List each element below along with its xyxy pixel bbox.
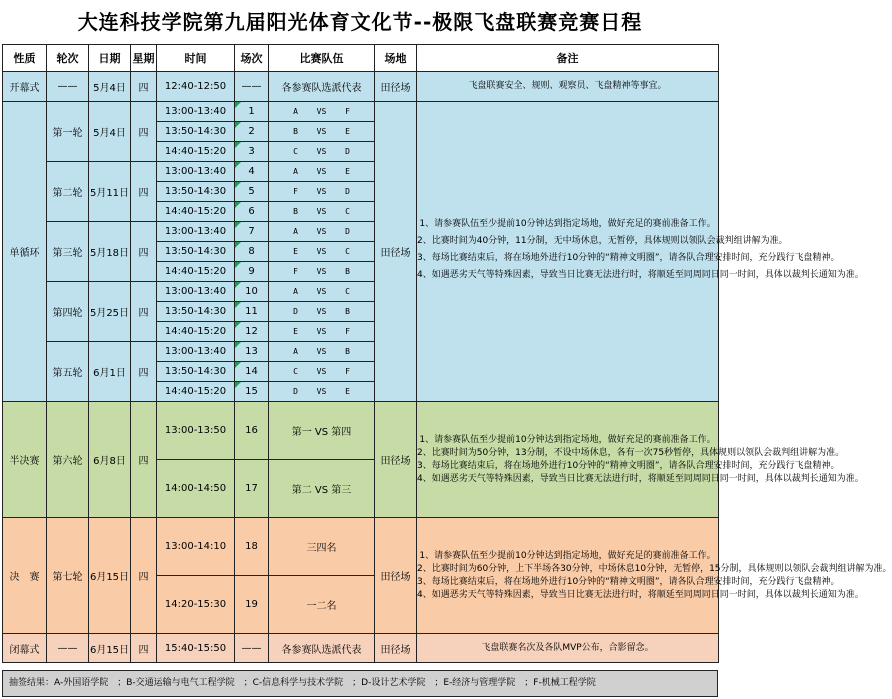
teams-cell: 各参赛队选派代表 — [269, 634, 375, 663]
round-cell: 第七轮 — [47, 518, 89, 634]
game-cell: 5 — [235, 182, 269, 202]
teams-cell — [269, 342, 375, 362]
date-cell: 6月8日 — [89, 402, 131, 518]
game-cell: 4 — [235, 162, 269, 182]
game-cell: 6 — [235, 202, 269, 222]
game-cell: 10 — [235, 282, 269, 302]
team-code: F — [345, 107, 350, 116]
time-cell: 13:50-14:30 — [157, 122, 235, 142]
time-cell: 12:40-12:50 — [157, 72, 235, 102]
team-code: B — [345, 307, 350, 316]
note-line: 1、请参赛队伍至少提前10分钟达到指定场地，做好充足的赛前准备工作。 — [419, 434, 716, 445]
type-cell: 开幕式 — [3, 72, 47, 102]
time-cell: 13:50-14:30 — [157, 182, 235, 202]
team-code: E — [293, 327, 298, 336]
weekday-cell: 四 — [131, 282, 157, 342]
notes-cell — [417, 518, 892, 634]
versus-label: VS — [316, 287, 327, 296]
round-cell: 第五轮 — [47, 342, 89, 402]
teams-cell — [269, 382, 375, 402]
versus-label: VS — [316, 167, 327, 176]
header-round: 轮次 — [47, 45, 89, 72]
versus-label: VS — [316, 187, 327, 196]
team-code: B — [293, 207, 298, 216]
date-cell: 5月4日 — [89, 102, 131, 162]
weekday-cell: 四 — [131, 222, 157, 282]
team-code: D — [345, 227, 350, 236]
header-game: 场次 — [235, 45, 269, 72]
game-cell: 13 — [235, 342, 269, 362]
game-cell: —— — [235, 72, 269, 102]
time-cell: 14:40-15:20 — [157, 322, 235, 342]
time-cell: 13:00-13:50 — [157, 402, 235, 460]
team-code: D — [345, 187, 350, 196]
round-cell: 第四轮 — [47, 282, 89, 342]
type-cell: 单循环 — [3, 102, 47, 402]
game-cell: 14 — [235, 362, 269, 382]
type-cell: 半决赛 — [3, 402, 47, 518]
weekday-cell: 四 — [131, 102, 157, 162]
versus-label: VS — [316, 267, 327, 276]
teams-cell: 第二 VS 第三 — [269, 460, 375, 518]
game-cell: 9 — [235, 262, 269, 282]
teams-cell — [269, 362, 375, 382]
date-cell: 5月25日 — [89, 282, 131, 342]
team-code: C — [345, 247, 350, 256]
time-cell: 13:50-14:30 — [157, 362, 235, 382]
notes-cell: 飞盘联赛安全、规则、观察员、飞盘精神等事宜。 — [417, 72, 719, 102]
weekday-cell: 四 — [131, 402, 157, 518]
time-cell: 13:00-14:10 — [157, 518, 235, 576]
weekday-cell: 四 — [131, 634, 157, 663]
team-code: C — [345, 287, 350, 296]
game-cell: 1 — [235, 102, 269, 122]
header-teams: 比赛队伍 — [269, 45, 375, 72]
team-code: E — [345, 387, 350, 396]
teams-cell: 三四名 — [269, 518, 375, 576]
game-cell: 2 — [235, 122, 269, 142]
round-cell: —— — [47, 634, 89, 663]
team-code: F — [293, 267, 298, 276]
note-line: 2、比赛时间为60分钟，上下半场各30分钟，中场休息10分钟，无暂停，15分制，具体规则以领队会裁判组讲解为准。 — [417, 563, 892, 574]
time-cell: 14:40-15:20 — [157, 262, 235, 282]
game-cell: 7 — [235, 222, 269, 242]
round-cell: 第二轮 — [47, 162, 89, 222]
header-weekday: 星期 — [131, 45, 157, 72]
table-row — [3, 72, 719, 102]
time-cell: 13:00-13:40 — [157, 342, 235, 362]
weekday-cell: 四 — [131, 342, 157, 402]
game-cell: 12 — [235, 322, 269, 342]
teams-cell — [269, 182, 375, 202]
team-code: F — [345, 327, 350, 336]
date-cell: 6月1日 — [89, 342, 131, 402]
game-cell: 15 — [235, 382, 269, 402]
venue-cell: 田径场 — [375, 518, 417, 634]
teams-cell — [269, 142, 375, 162]
team-code: B — [293, 127, 298, 136]
note-line: 2、比赛时间为40分钟，11分制，无中场休息，无暂停，具体规则以领队会裁判组讲解为准。 — [417, 235, 788, 246]
teams-cell — [269, 102, 375, 122]
team-code: D — [293, 387, 298, 396]
time-cell: 14:40-15:20 — [157, 202, 235, 222]
teams-cell — [269, 162, 375, 182]
note-line: 2、比赛时间为50分钟，13分制，不设中场休息，各有一次75秒暂停，具体规则以领队会裁判组讲解为准。 — [417, 447, 845, 458]
versus-label: VS — [316, 207, 327, 216]
note-line: 4、如遇恶劣天气等特殊因素，导致当日比赛无法进行时，将顺延至同周同日同一时间，具体以裁判长通知为准。 — [417, 473, 864, 484]
team-code: A — [293, 227, 298, 236]
round-cell: 第一轮 — [47, 102, 89, 162]
team-code: C — [345, 207, 350, 216]
teams-cell: 第一 VS 第四 — [269, 402, 375, 460]
notes-cell — [417, 102, 864, 402]
time-cell: 13:00-13:40 — [157, 222, 235, 242]
versus-label: VS — [316, 367, 327, 376]
header-venue: 场地 — [375, 45, 417, 72]
note-line: 3、每场比赛结束后，将在场地外进行10分钟的“精神文明圈”，请各队合理安排时间，充分践行飞盘精神。 — [417, 252, 840, 263]
round-cell: 第三轮 — [47, 222, 89, 282]
versus-label: VS — [316, 327, 327, 336]
date-cell: 5月18日 — [89, 222, 131, 282]
team-code: C — [293, 367, 298, 376]
team-code: B — [345, 267, 350, 276]
team-code: E — [293, 247, 298, 256]
time-cell: 15:40-15:50 — [157, 634, 235, 663]
teams-cell — [269, 242, 375, 262]
venue-cell: 田径场 — [375, 402, 417, 518]
note-line: 1、请参赛队伍至少提前10分钟达到指定场地，做好充足的赛前准备工作。 — [419, 550, 716, 561]
team-code: E — [345, 127, 350, 136]
teams-cell — [269, 282, 375, 302]
weekday-cell: 四 — [131, 518, 157, 634]
weekday-cell: 四 — [131, 72, 157, 102]
game-cell: 17 — [235, 460, 269, 518]
page-title: 大连科技学院第九届阳光体育文化节--极限飞盘联赛竞赛日程 — [77, 10, 643, 34]
notes-cell — [417, 402, 864, 518]
teams-cell — [269, 302, 375, 322]
table-row — [3, 402, 719, 460]
team-code: A — [293, 107, 298, 116]
time-cell: 13:50-14:30 — [157, 302, 235, 322]
note-line: 4、如遇恶劣天气等特殊因素，导致当日比赛无法进行时，将顺延至同周同日同一时间，具体以裁判长通知为准。 — [417, 589, 864, 600]
teams-cell — [269, 222, 375, 242]
game-cell: 16 — [235, 402, 269, 460]
time-cell: 13:00-13:40 — [157, 102, 235, 122]
time-cell: 13:00-13:40 — [157, 282, 235, 302]
table-row — [3, 518, 719, 576]
game-cell: 11 — [235, 302, 269, 322]
header-date: 日期 — [89, 45, 131, 72]
time-cell: 14:00-14:50 — [157, 460, 235, 518]
versus-label: VS — [316, 387, 327, 396]
header-time: 时间 — [157, 45, 235, 72]
team-code: B — [345, 347, 350, 356]
schedule-table — [2, 44, 892, 663]
note-line: 1、请参赛队伍至少提前10分钟达到指定场地，做好充足的赛前准备工作。 — [419, 218, 716, 229]
teams-cell — [269, 322, 375, 342]
weekday-cell: 四 — [131, 162, 157, 222]
venue-cell: 田径场 — [375, 72, 417, 102]
game-cell: 8 — [235, 242, 269, 262]
versus-label: VS — [316, 127, 327, 136]
header-notes: 备注 — [417, 45, 719, 72]
date-cell: 6月15日 — [89, 518, 131, 634]
versus-label: VS — [316, 307, 327, 316]
time-cell: 14:40-15:20 — [157, 382, 235, 402]
versus-label: VS — [316, 347, 327, 356]
table-row — [3, 634, 719, 663]
note-line: 3、每场比赛结束后，将在场地外进行10分钟的“精神文明圈”，请各队合理安排时间，充分践行飞盘精神。 — [417, 460, 840, 471]
header-row — [3, 45, 719, 72]
type-cell: 闭幕式 — [3, 634, 47, 663]
versus-label: VS — [316, 107, 327, 116]
table-row — [3, 102, 719, 122]
game-cell: —— — [235, 634, 269, 663]
team-code: D — [293, 307, 298, 316]
team-code: E — [345, 167, 350, 176]
teams-cell — [269, 262, 375, 282]
game-cell: 19 — [235, 576, 269, 634]
teams-cell: 一二名 — [269, 576, 375, 634]
header-type: 性质 — [3, 45, 47, 72]
team-code: A — [293, 347, 298, 356]
versus-label: VS — [316, 227, 327, 236]
date-cell: 6月15日 — [89, 634, 131, 663]
team-code: A — [293, 287, 298, 296]
notes-cell: 飞盘联赛名次及各队MVP公布，合影留念。 — [417, 634, 719, 663]
teams-cell: 各参赛队选派代表 — [269, 72, 375, 102]
draw-results: 抽签结果：A-外国语学院 ；B-交通运输与电气工程学院 ；C-信息科学与技术学院 ；D-设计艺术学院 ；E-经济与管理学院 ；F-机械工程学院 — [2, 670, 718, 697]
teams-cell — [269, 122, 375, 142]
venue-cell: 田径场 — [375, 634, 417, 663]
venue-cell: 田径场 — [375, 102, 417, 402]
teams-cell — [269, 202, 375, 222]
team-code: C — [293, 147, 298, 156]
time-cell: 14:20-15:30 — [157, 576, 235, 634]
versus-label: VS — [316, 147, 327, 156]
team-code: F — [293, 187, 298, 196]
note-line: 3、每场比赛结束后，将在场地外进行10分钟的“精神文明圈”，请各队合理安排时间，充分践行飞盘精神。 — [417, 576, 840, 587]
team-code: D — [345, 147, 350, 156]
team-code: F — [345, 367, 350, 376]
versus-label: VS — [316, 247, 327, 256]
note-line: 4、如遇恶劣天气等特殊因素，导致当日比赛无法进行时，将顺延至同周同日同一时间，具体以裁判长通知为准。 — [417, 269, 864, 280]
round-cell: 第六轮 — [47, 402, 89, 518]
date-cell: 5月11日 — [89, 162, 131, 222]
time-cell: 13:00-13:40 — [157, 162, 235, 182]
team-code: A — [293, 167, 298, 176]
type-cell: 决 赛 — [3, 518, 47, 634]
game-cell: 18 — [235, 518, 269, 576]
round-cell: —— — [47, 72, 89, 102]
time-cell: 14:40-15:20 — [157, 142, 235, 162]
time-cell: 13:50-14:30 — [157, 242, 235, 262]
game-cell: 3 — [235, 142, 269, 162]
date-cell: 5月4日 — [89, 72, 131, 102]
